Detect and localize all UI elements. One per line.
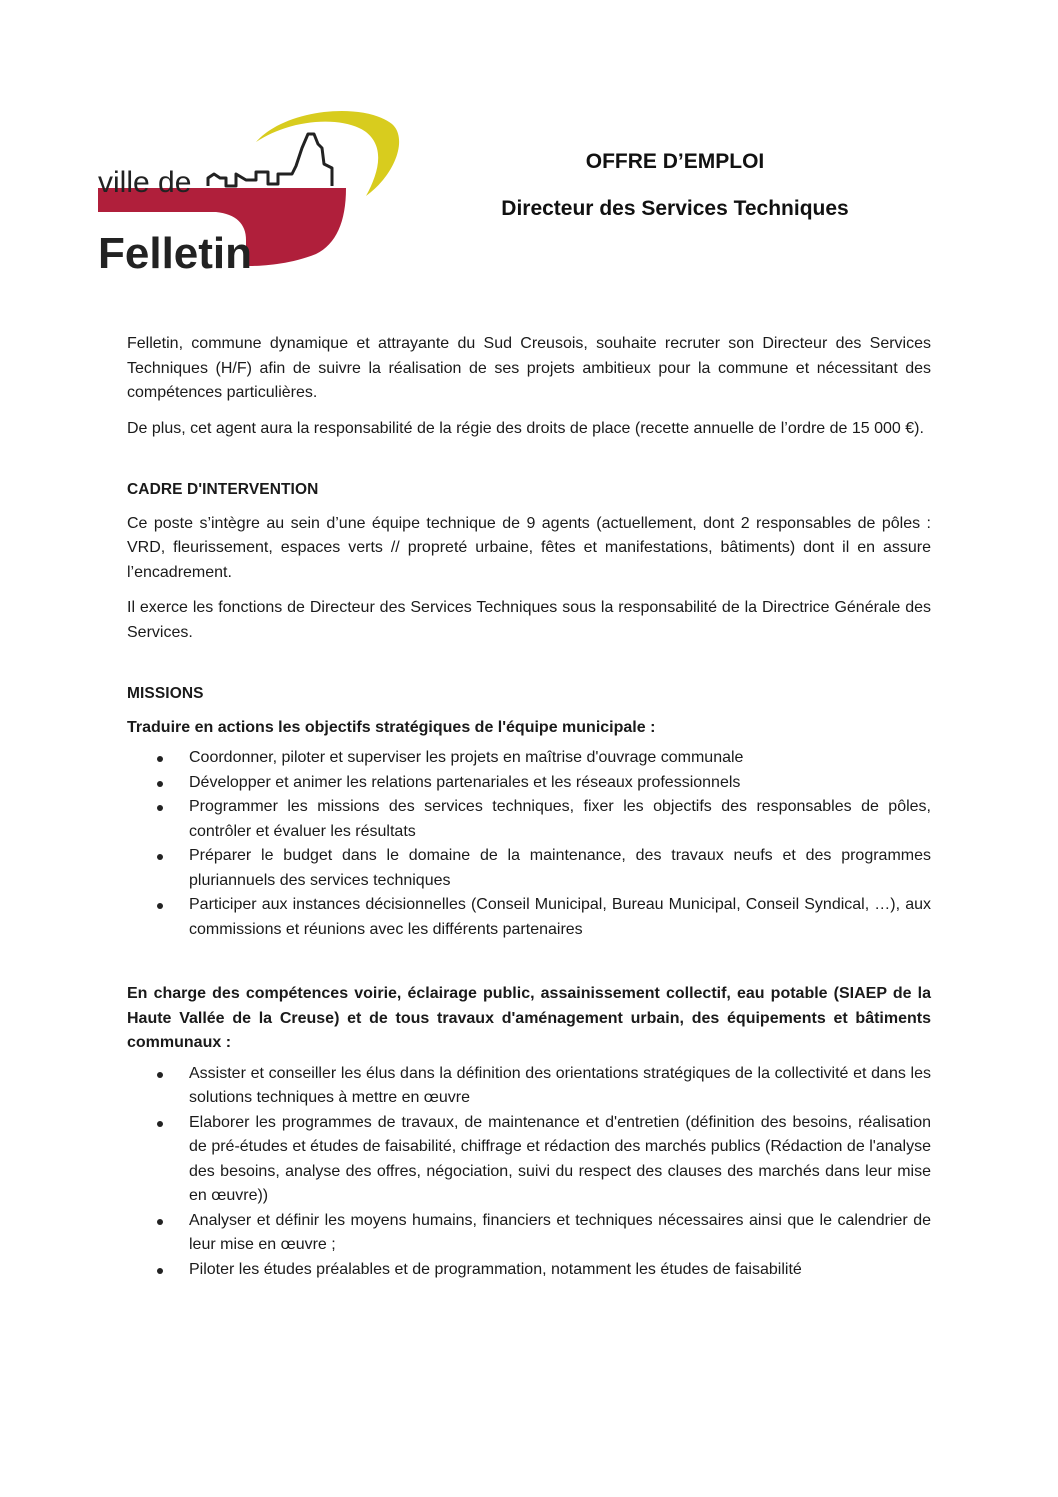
list-item-text: Elaborer les programmes de travaux, de maintenance et d'entretien (définition des besoins, réalisation de pré-études et études de faisabilité, chiffrage et rédaction des marchés publics (Rédaction de l'analyse des besoins, analyse des offres, négociation, suivi du respect des clauses des marchés dans leur mise en œuvre))	[189, 1113, 931, 1204]
bullet-icon	[157, 1219, 163, 1225]
list-item-text: Participer aux instances décisionnelles (Conseil Municipal, Bureau Municipal, Conseil Syndical, …), aux commissions et réunions avec les différents partenaires	[189, 896, 931, 938]
section-heading-cadre: CADRE D'INTERVENTION	[127, 481, 319, 498]
list-item-text: Assister et conseiller les élus dans la définition des orientations stratégiques de la collectivité et dans les solutions techniques à mettre en œuvre	[189, 1064, 931, 1106]
document-body	[127, 332, 931, 1282]
missions-group1-list	[127, 746, 931, 942]
bullet-icon	[157, 903, 163, 909]
section-heading-missions: MISSIONS	[127, 685, 204, 702]
bullet-icon	[157, 756, 163, 762]
list-item	[127, 746, 931, 771]
cadre-paragraph: Il exerce les fonctions de Directeur des Services Techniques sous la responsabilité de la Directrice Générale des Services.	[127, 599, 931, 641]
bullet-icon	[157, 1268, 163, 1274]
intro-paragraph: Felletin, commune dynamique et attrayante du Sud Creusois, souhaite recruter son Directeur des Services Techniques (H/F) afin de suivre la réalisation de ses projets ambitieux pour la commune et nécessitant des compétences particulières.	[127, 335, 931, 401]
page-title: OFFRE D’EMPLOI	[585, 150, 765, 173]
list-item	[127, 1209, 931, 1258]
bullet-icon	[157, 1121, 163, 1127]
list-item-text: Préparer le budget dans le domaine de la maintenance, des travaux neufs et des programmes pluriannuels des services techniques	[189, 847, 931, 889]
page-subtitle: Directeur des Services Techniques	[501, 197, 849, 220]
logo-graphic	[96, 104, 402, 276]
bullet-icon	[157, 854, 163, 860]
header-titles	[440, 138, 910, 232]
list-item-text: Analyser et définir les moyens humains, financiers et techniques nécessaires ainsi que le calendrier de leur mise en œuvre ;	[189, 1211, 931, 1253]
list-item-text: Piloter les études préalables et de programmation, notamment les études de faisabilité	[189, 1260, 802, 1278]
missions-group2-title: En charge des compétences voirie, éclairage public, assainissement collectif, eau potable (SIAEP de la Haute Vallée de la Creuse) et de tous travaux d'aménagement urbain, des équipements et bâtiments communaux :	[127, 985, 931, 1051]
logo-text-ville-de: ville de	[98, 166, 192, 199]
intro-paragraph: De plus, cet agent aura la responsabilité de la régie des droits de place (recette annuelle de l’ordre de 15 000 €).	[127, 419, 924, 437]
list-item	[127, 1111, 931, 1209]
list-item	[127, 1258, 931, 1283]
list-item	[127, 795, 931, 844]
list-item	[127, 771, 931, 796]
list-item-text: Coordonner, piloter et superviser les projets en maîtrise d'ouvrage communale	[189, 749, 744, 766]
cadre-paragraph: Ce poste s’intègre au sein d’une équipe technique de 9 agents (actuellement, dont 2 responsables de pôles : VRD, fleurissement, espaces verts // propreté urbaine, fêtes et manifestations, bâtiments) dont il en assure l’encadrement.	[127, 514, 931, 581]
bullet-icon	[157, 781, 163, 787]
missions-group1-title: Traduire en actions les objectifs stratégiques de l'équipe municipale :	[127, 718, 656, 736]
logo-text-felletin: Felletin	[98, 229, 253, 276]
list-item	[127, 893, 931, 942]
felletin-logo	[96, 104, 402, 276]
missions-group2-list	[127, 1062, 931, 1283]
list-item-text: Programmer les missions des services techniques, fixer les objectifs des responsables de pôles, contrôler et évaluer les résultats	[189, 798, 931, 840]
list-item-text: Développer et animer les relations partenariales et les réseaux professionnels	[189, 773, 741, 791]
list-item	[127, 1062, 931, 1111]
bullet-icon	[157, 1072, 163, 1078]
list-item	[127, 844, 931, 893]
bullet-icon	[157, 805, 163, 811]
